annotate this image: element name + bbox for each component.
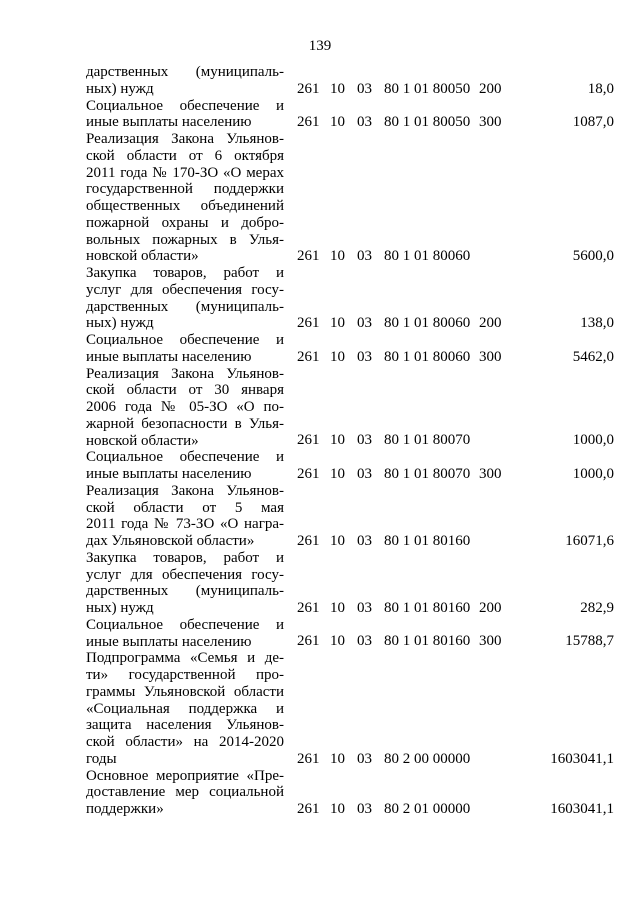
section-code: 10 [330, 80, 345, 97]
expense-type-code: 200 [479, 80, 502, 97]
section-code: 10 [330, 750, 345, 767]
expense-type-code: 300 [479, 114, 502, 130]
description-line: иные выплаты населению [86, 633, 252, 650]
amount: 1000,0 [572, 465, 614, 482]
amount: 5462,0 [572, 348, 614, 365]
description-line: 2011 года № 73-ЗО «О награ- [86, 516, 284, 533]
description-line: Подпрограмма «Семья и де- [86, 650, 284, 667]
description-line: граммы Ульяновской области [86, 683, 284, 700]
ministry-code: 261 [297, 599, 320, 616]
description-line: новской области» [86, 432, 199, 449]
description-line: жарной безопасности в Улья- [86, 415, 284, 432]
description-line: ти» государственной про- [86, 667, 284, 683]
row-codes [0, 466, 640, 483]
row-codes [0, 315, 640, 332]
row-codes [0, 751, 640, 768]
amount: 1000,0 [572, 432, 614, 449]
target-article-code: 80 1 01 80060 [384, 248, 471, 264]
subsection-code: 03 [357, 114, 372, 130]
section-code: 10 [330, 315, 345, 331]
description-line: Реализация Закона Ульянов- [86, 365, 284, 382]
description-line: дарственных (муниципаль- [86, 64, 284, 80]
description-line: Социальное обеспечение и [86, 332, 284, 348]
subsection-code: 03 [357, 633, 372, 650]
target-article-code: 80 1 01 80050 [384, 80, 471, 97]
description-line: защита населения Ульянов- [86, 717, 284, 734]
description-line: годы [86, 750, 117, 767]
row-codes [0, 801, 640, 818]
ministry-code: 261 [297, 432, 320, 449]
ministry-code: 261 [297, 80, 320, 97]
target-article-code: 80 2 01 00000 [384, 800, 471, 817]
subsection-code: 03 [357, 315, 372, 331]
ministry-code: 261 [297, 800, 320, 817]
row-codes [0, 633, 640, 650]
expense-type-code: 300 [479, 633, 502, 650]
table-row [0, 650, 640, 767]
description-line: общественных объединений [86, 198, 284, 214]
target-article-code: 80 1 01 80160 [384, 599, 471, 616]
expense-type-code: 300 [479, 465, 502, 482]
subsection-code: 03 [357, 348, 372, 365]
row-codes [0, 248, 640, 265]
subsection-code: 03 [357, 750, 372, 767]
row-codes [0, 114, 640, 131]
table-row [0, 265, 640, 332]
description-line: государственной поддержки [86, 181, 284, 198]
table-row [0, 550, 640, 617]
description-line: 2006 года № 05-ЗО «О по- [86, 399, 284, 415]
description-line: поддержки» [86, 801, 164, 817]
amount: 1087,0 [572, 114, 614, 130]
subsection-code: 03 [357, 800, 372, 817]
description-line: Реализация Закона Ульянов- [86, 131, 284, 147]
description-line: Социальное обеспечение и [86, 97, 284, 114]
amount: 5600,0 [572, 248, 614, 264]
subsection-code: 03 [357, 599, 372, 616]
description-line: 2011 года № 170-ЗО «О мерах [86, 164, 284, 181]
target-article-code: 80 1 01 80060 [384, 348, 471, 365]
row-codes [0, 600, 640, 617]
table-row [0, 332, 640, 366]
row-codes [0, 81, 640, 98]
target-article-code: 80 1 01 80160 [384, 532, 471, 549]
expense-type-code: 300 [479, 348, 502, 365]
table-row [0, 768, 640, 818]
description-line: ской области от 5 мая [86, 499, 284, 516]
table-row [0, 98, 640, 132]
description-line: доставление мер социальной [86, 784, 284, 801]
description-line: дарственных (муниципаль- [86, 583, 284, 600]
amount: 18,0 [587, 80, 614, 97]
row-description [86, 131, 284, 265]
section-code: 10 [330, 465, 345, 482]
table-row [0, 366, 640, 450]
amount: 15788,7 [565, 633, 614, 650]
description-line: иные выплаты населению [86, 114, 252, 131]
description-line: Закупка товаров, работ и [86, 265, 284, 281]
section-code: 10 [330, 633, 345, 650]
amount: 282,9 [580, 599, 614, 616]
description-line: Социальное обеспечение и [86, 616, 284, 633]
description-line: ской области от 30 января [86, 382, 284, 399]
description-line: Социальное обеспечение и [86, 449, 284, 466]
description-line: вольных пожарных в Улья- [86, 231, 284, 248]
row-codes [0, 349, 640, 366]
description-line: «Социальная поддержка и [86, 700, 284, 717]
subsection-code: 03 [357, 80, 372, 97]
subsection-code: 03 [357, 532, 372, 549]
amount: 1603041,1 [550, 750, 614, 767]
expense-type-code: 200 [479, 599, 502, 616]
subsection-code: 03 [357, 465, 372, 482]
budget-table [0, 64, 640, 818]
ministry-code: 261 [297, 532, 320, 549]
section-code: 10 [330, 248, 345, 264]
section-code: 10 [330, 532, 345, 549]
amount: 138,0 [580, 315, 614, 331]
amount: 1603041,1 [550, 800, 614, 817]
section-code: 10 [330, 599, 345, 616]
description-line: дах Ульяновской области» [86, 533, 255, 549]
ministry-code: 261 [297, 348, 320, 365]
row-codes [0, 533, 640, 550]
description-line: иные выплаты населению [86, 466, 252, 482]
table-row [0, 617, 640, 651]
section-code: 10 [330, 114, 345, 130]
page-number: 139 [308, 38, 332, 54]
description-line: новской области» [86, 248, 199, 265]
section-code: 10 [330, 432, 345, 449]
amount: 16071,6 [565, 532, 614, 549]
description-line: пожарной охраны и добро- [86, 214, 284, 231]
description-line: Основное мероприятие «Пре- [86, 767, 284, 784]
target-article-code: 80 1 01 80160 [384, 633, 471, 650]
table-row [0, 483, 640, 550]
target-article-code: 80 1 01 80070 [384, 465, 471, 482]
description-line: Закупка товаров, работ и [86, 549, 284, 566]
description-line: ской области от 6 октября [86, 147, 284, 164]
table-row [0, 64, 640, 98]
description-line: ской области» на 2014-2020 [86, 734, 284, 750]
target-article-code: 80 1 01 80050 [384, 114, 471, 130]
description-line: ных) нужд [86, 315, 154, 332]
ministry-code: 261 [297, 248, 320, 264]
expense-type-code: 200 [479, 315, 502, 331]
target-article-code: 80 1 01 80070 [384, 432, 471, 449]
ministry-code: 261 [297, 465, 320, 482]
table-row [0, 131, 640, 265]
description-line: услуг для обеспечения госу- [86, 566, 284, 583]
table-row [0, 449, 640, 483]
subsection-code: 03 [357, 432, 372, 449]
row-codes [0, 432, 640, 449]
ministry-code: 261 [297, 114, 320, 130]
description-line: услуг для обеспечения госу- [86, 281, 284, 298]
description-line: ных) нужд [86, 80, 154, 97]
subsection-code: 03 [357, 248, 372, 264]
target-article-code: 80 1 01 80060 [384, 315, 471, 331]
target-article-code: 80 2 00 00000 [384, 750, 471, 767]
section-code: 10 [330, 800, 345, 817]
description-line: дарственных (муниципаль- [86, 298, 284, 315]
ministry-code: 261 [297, 633, 320, 650]
ministry-code: 261 [297, 750, 320, 767]
description-line: ных) нужд [86, 600, 154, 616]
ministry-code: 261 [297, 315, 320, 331]
section-code: 10 [330, 348, 345, 365]
description-line: Реализация Закона Ульянов- [86, 482, 284, 499]
description-line: иные выплаты населению [86, 348, 252, 365]
